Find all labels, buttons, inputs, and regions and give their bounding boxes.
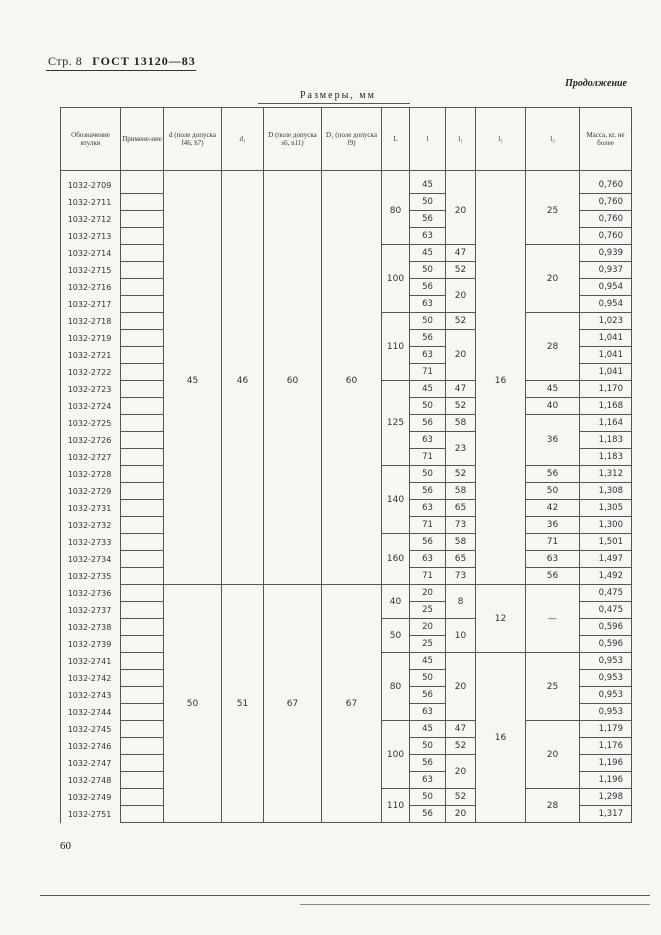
- l3-group-cell: 36: [526, 415, 580, 466]
- application-cell: [121, 330, 164, 347]
- d-group-cell: 45: [164, 177, 222, 585]
- l-cell: 45: [410, 245, 446, 262]
- D1-group-cell: 60: [322, 177, 382, 585]
- mass-cell: 0,937: [580, 262, 632, 279]
- designation-cell: 1032-2739: [61, 636, 121, 653]
- l-cell: 50: [410, 670, 446, 687]
- designation-cell: 1032-2722: [61, 364, 121, 381]
- footer-rule: [40, 895, 650, 896]
- l1-group-cell: 52: [446, 466, 476, 483]
- designation-cell: 1032-2728: [61, 466, 121, 483]
- L-group-cell: 40: [382, 585, 410, 619]
- designation-cell: 1032-2731: [61, 500, 121, 517]
- l3-group-cell: 56: [526, 466, 580, 483]
- col-designation: Обозначение втулки: [61, 108, 121, 171]
- mass-cell: 1,298: [580, 789, 632, 806]
- designation-cell: 1032-2713: [61, 228, 121, 245]
- l-cell: 56: [410, 279, 446, 296]
- designation-cell: 1032-2746: [61, 738, 121, 755]
- application-cell: [121, 347, 164, 364]
- application-cell: [121, 687, 164, 704]
- l-cell: 56: [410, 687, 446, 704]
- mass-cell: 0,953: [580, 687, 632, 704]
- application-cell: [121, 262, 164, 279]
- application-cell: [121, 415, 164, 432]
- application-cell: [121, 364, 164, 381]
- l-cell: 45: [410, 177, 446, 194]
- l-cell: 63: [410, 704, 446, 721]
- mass-cell: 0,939: [580, 245, 632, 262]
- designation-cell: 1032-2718: [61, 313, 121, 330]
- L-group-cell: 50: [382, 619, 410, 653]
- mass-cell: 1,183: [580, 449, 632, 466]
- l3-group-cell: —: [526, 585, 580, 653]
- l-cell: 45: [410, 721, 446, 738]
- continuation-label: Продолжение: [565, 78, 627, 89]
- l-cell: 50: [410, 313, 446, 330]
- l3-group-cell: 20: [526, 721, 580, 789]
- application-cell: [121, 755, 164, 772]
- L-group-cell: 140: [382, 466, 410, 534]
- application-cell: [121, 398, 164, 415]
- mass-cell: 1,196: [580, 755, 632, 772]
- application-cell: [121, 449, 164, 466]
- l-cell: 50: [410, 466, 446, 483]
- l1-group-cell: 73: [446, 517, 476, 534]
- mass-cell: 1,492: [580, 568, 632, 585]
- designation-cell: 1032-2735: [61, 568, 121, 585]
- application-cell: [121, 585, 164, 602]
- l3-group-cell: 63: [526, 551, 580, 568]
- designation-cell: 1032-2715: [61, 262, 121, 279]
- application-cell: [121, 177, 164, 194]
- L-group-cell: 100: [382, 721, 410, 789]
- page-number: 60: [60, 840, 71, 852]
- D1-group-cell: 67: [322, 585, 382, 823]
- mass-cell: 0,953: [580, 670, 632, 687]
- l-cell: 56: [410, 806, 446, 823]
- d1-group-cell: 51: [222, 585, 264, 823]
- application-cell: [121, 636, 164, 653]
- l-cell: 50: [410, 789, 446, 806]
- l1-group-cell: 65: [446, 500, 476, 517]
- l-cell: 56: [410, 483, 446, 500]
- D-group-cell: 67: [264, 585, 322, 823]
- l1-group-cell: 23: [446, 432, 476, 466]
- L-group-cell: 80: [382, 177, 410, 245]
- col-d: d (поле допуска f46, h7): [164, 108, 222, 171]
- footer-rule-2: [300, 904, 650, 905]
- application-cell: [121, 704, 164, 721]
- application-cell: [121, 194, 164, 211]
- col-application: Примене-ние: [121, 108, 164, 171]
- designation-cell: 1032-2749: [61, 789, 121, 806]
- L-group-cell: 125: [382, 381, 410, 466]
- dimensions-label: Размеры, мм: [300, 90, 376, 101]
- l1-group-cell: 58: [446, 534, 476, 551]
- application-cell: [121, 296, 164, 313]
- designation-cell: 1032-2721: [61, 347, 121, 364]
- application-cell: [121, 789, 164, 806]
- l1-group-cell: 47: [446, 721, 476, 738]
- l1-group-cell: 47: [446, 245, 476, 262]
- designation-cell: 1032-2738: [61, 619, 121, 636]
- mass-cell: 0,953: [580, 704, 632, 721]
- mass-cell: 1,305: [580, 500, 632, 517]
- application-cell: [121, 211, 164, 228]
- designation-cell: 1032-2724: [61, 398, 121, 415]
- l1-group-cell: 52: [446, 789, 476, 806]
- application-cell: [121, 483, 164, 500]
- mass-cell: 1,164: [580, 415, 632, 432]
- l-cell: 20: [410, 619, 446, 636]
- mass-cell: 1,170: [580, 381, 632, 398]
- l3-group-cell: 25: [526, 177, 580, 245]
- designation-cell: 1032-2719: [61, 330, 121, 347]
- mass-cell: 0,596: [580, 636, 632, 653]
- application-cell: [121, 534, 164, 551]
- header-rule: [46, 70, 196, 71]
- designation-cell: 1032-2725: [61, 415, 121, 432]
- designation-cell: 1032-2716: [61, 279, 121, 296]
- mass-cell: 1,196: [580, 772, 632, 789]
- designation-cell: 1032-2723: [61, 381, 121, 398]
- mass-cell: 0,954: [580, 296, 632, 313]
- l-cell: 63: [410, 432, 446, 449]
- l3-group-cell: 50: [526, 483, 580, 500]
- header-row: [61, 108, 632, 171]
- l1-group-cell: 65: [446, 551, 476, 568]
- l3-group-cell: 28: [526, 789, 580, 823]
- l2-group-cell: 12: [476, 585, 526, 653]
- application-cell: [121, 279, 164, 296]
- mass-cell: 1,168: [580, 398, 632, 415]
- l-cell: 63: [410, 551, 446, 568]
- l3-group-cell: 25: [526, 653, 580, 721]
- mass-cell: 1,041: [580, 364, 632, 381]
- table-row: [61, 177, 632, 194]
- designation-cell: 1032-2734: [61, 551, 121, 568]
- page-header: [48, 54, 196, 69]
- mass-cell: 1,300: [580, 517, 632, 534]
- dimensions-rule: [258, 103, 410, 104]
- application-cell: [121, 806, 164, 823]
- mass-cell: 0,475: [580, 585, 632, 602]
- l-cell: 56: [410, 755, 446, 772]
- mass-cell: 0,954: [580, 279, 632, 296]
- l1-group-cell: 20: [446, 755, 476, 789]
- mass-cell: 1,312: [580, 466, 632, 483]
- l-cell: 20: [410, 585, 446, 602]
- col-D: D (поле допуска s6, n11): [264, 108, 322, 171]
- l1-group-cell: 58: [446, 415, 476, 432]
- l-cell: 50: [410, 262, 446, 279]
- l-cell: 56: [410, 211, 446, 228]
- col-mass: Масса, кг, не более: [580, 108, 632, 171]
- mass-cell: 0,760: [580, 228, 632, 245]
- application-cell: [121, 551, 164, 568]
- l-cell: 25: [410, 602, 446, 619]
- application-cell: [121, 721, 164, 738]
- application-cell: [121, 619, 164, 636]
- l1-group-cell: 20: [446, 806, 476, 823]
- application-cell: [121, 517, 164, 534]
- l1-group-cell: 20: [446, 177, 476, 245]
- designation-cell: 1032-2751: [61, 806, 121, 823]
- designation-cell: 1032-2742: [61, 670, 121, 687]
- l1-group-cell: 8: [446, 585, 476, 619]
- l1-group-cell: 10: [446, 619, 476, 653]
- application-cell: [121, 602, 164, 619]
- col-L: L: [382, 108, 410, 171]
- l3-group-cell: 36: [526, 517, 580, 534]
- l-cell: 45: [410, 381, 446, 398]
- l3-group-cell: 28: [526, 313, 580, 381]
- mass-cell: 1,501: [580, 534, 632, 551]
- mass-cell: 0,760: [580, 177, 632, 194]
- l-cell: 56: [410, 330, 446, 347]
- application-cell: [121, 500, 164, 517]
- mass-cell: 0,760: [580, 194, 632, 211]
- l1-group-cell: 52: [446, 262, 476, 279]
- l1-group-cell: 73: [446, 568, 476, 585]
- l3-group-cell: 45: [526, 381, 580, 398]
- mass-cell: 1,023: [580, 313, 632, 330]
- mass-cell: 1,317: [580, 806, 632, 823]
- l-cell: 63: [410, 228, 446, 245]
- application-cell: [121, 738, 164, 755]
- L-group-cell: 160: [382, 534, 410, 585]
- mass-cell: 1,179: [580, 721, 632, 738]
- l-cell: 63: [410, 347, 446, 364]
- l1-group-cell: 20: [446, 279, 476, 313]
- l1-group-cell: 20: [446, 653, 476, 721]
- l-cell: 50: [410, 398, 446, 415]
- application-cell: [121, 313, 164, 330]
- designation-cell: 1032-2732: [61, 517, 121, 534]
- col-l2: l₂: [476, 108, 526, 171]
- l2-group-cell: 16: [476, 653, 526, 823]
- designation-cell: 1032-2747: [61, 755, 121, 772]
- designation-cell: 1032-2744: [61, 704, 121, 721]
- designation-cell: 1032-2712: [61, 211, 121, 228]
- l-cell: 25: [410, 636, 446, 653]
- d-group-cell: 50: [164, 585, 222, 823]
- mass-cell: 0,596: [580, 619, 632, 636]
- mass-cell: 0,953: [580, 653, 632, 670]
- col-l: l: [410, 108, 446, 171]
- mass-cell: 1,183: [580, 432, 632, 449]
- l-cell: 71: [410, 568, 446, 585]
- l1-group-cell: 47: [446, 381, 476, 398]
- L-group-cell: 100: [382, 245, 410, 313]
- designation-cell: 1032-2743: [61, 687, 121, 704]
- application-cell: [121, 653, 164, 670]
- mass-cell: 0,475: [580, 602, 632, 619]
- l-cell: 63: [410, 772, 446, 789]
- col-D1: D₁ (поле допуска f9): [322, 108, 382, 171]
- D-group-cell: 60: [264, 177, 322, 585]
- bushing-dimensions-table: [60, 107, 632, 823]
- designation-cell: 1032-2714: [61, 245, 121, 262]
- mass-cell: 1,041: [580, 330, 632, 347]
- l3-group-cell: 40: [526, 398, 580, 415]
- L-group-cell: 110: [382, 789, 410, 823]
- l1-group-cell: 52: [446, 398, 476, 415]
- l-cell: 63: [410, 296, 446, 313]
- l2-group-cell: 16: [476, 177, 526, 585]
- designation-cell: 1032-2741: [61, 653, 121, 670]
- application-cell: [121, 772, 164, 789]
- l-cell: 45: [410, 653, 446, 670]
- l-cell: 71: [410, 364, 446, 381]
- l-cell: 71: [410, 449, 446, 466]
- mass-cell: 0,760: [580, 211, 632, 228]
- l-cell: 63: [410, 500, 446, 517]
- l1-group-cell: 20: [446, 330, 476, 381]
- L-group-cell: 110: [382, 313, 410, 381]
- application-cell: [121, 245, 164, 262]
- designation-cell: 1032-2745: [61, 721, 121, 738]
- designation-cell: 1032-2737: [61, 602, 121, 619]
- mass-cell: 1,041: [580, 347, 632, 364]
- application-cell: [121, 670, 164, 687]
- designation-cell: 1032-2736: [61, 585, 121, 602]
- application-cell: [121, 568, 164, 585]
- mass-cell: 1,308: [580, 483, 632, 500]
- designation-cell: 1032-2726: [61, 432, 121, 449]
- application-cell: [121, 228, 164, 245]
- l-cell: 71: [410, 517, 446, 534]
- l1-group-cell: 52: [446, 738, 476, 755]
- l1-group-cell: 52: [446, 313, 476, 330]
- designation-cell: 1032-2711: [61, 194, 121, 211]
- designation-cell: 1032-2727: [61, 449, 121, 466]
- table-row: [61, 585, 632, 602]
- page-label: Стр. 8: [48, 54, 83, 68]
- l3-group-cell: 42: [526, 500, 580, 517]
- col-l3: l₃: [526, 108, 580, 171]
- l-cell: 50: [410, 194, 446, 211]
- designation-cell: 1032-2733: [61, 534, 121, 551]
- mass-cell: 1,176: [580, 738, 632, 755]
- designation-cell: 1032-2709: [61, 177, 121, 194]
- designation-cell: 1032-2717: [61, 296, 121, 313]
- designation-cell: 1032-2729: [61, 483, 121, 500]
- l-cell: 56: [410, 415, 446, 432]
- l3-group-cell: 56: [526, 568, 580, 585]
- standard-number: ГОСТ 13120—83: [92, 54, 196, 68]
- l3-group-cell: 71: [526, 534, 580, 551]
- application-cell: [121, 432, 164, 449]
- l-cell: 56: [410, 534, 446, 551]
- mass-cell: 1,497: [580, 551, 632, 568]
- l-cell: 50: [410, 738, 446, 755]
- l3-group-cell: 20: [526, 245, 580, 313]
- application-cell: [121, 466, 164, 483]
- l1-group-cell: 58: [446, 483, 476, 500]
- d1-group-cell: 46: [222, 177, 264, 585]
- application-cell: [121, 381, 164, 398]
- col-d1: d₁: [222, 108, 264, 171]
- designation-cell: 1032-2748: [61, 772, 121, 789]
- col-l1: l₁: [446, 108, 476, 171]
- L-group-cell: 80: [382, 653, 410, 721]
